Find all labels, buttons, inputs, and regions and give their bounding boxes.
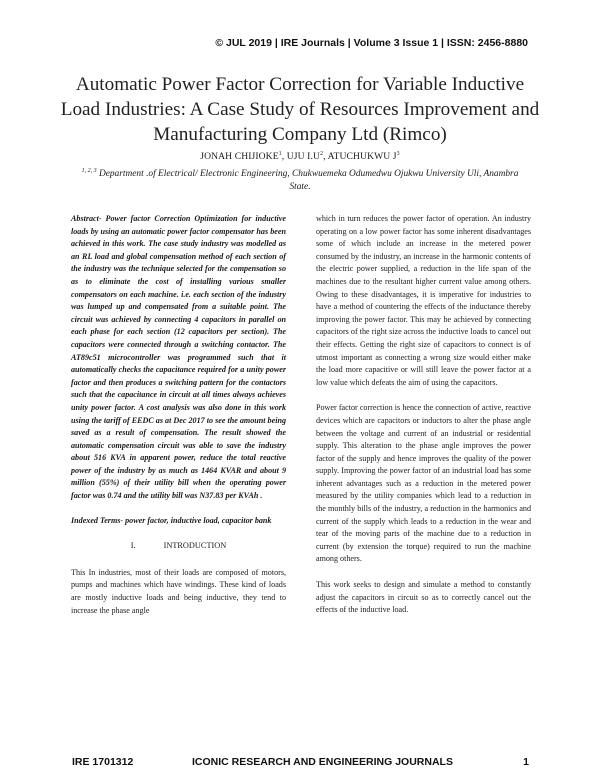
abstract: Abstract- Power factor Correction Optimization for inductive loads by using an automatic power factor compensator has been achieved in this work. The case study industry was modelled as an RL load and global compensation method of each section of the industry was the technique selected for the compensation so as to eliminate the cost of installing various smaller compensators on each machine. i.e. each section of the industry was lumped up and compensated from a suitable point. The circuit was achieved by connecting 4 capacitors in parallel on each phase for each section (12 capacitors per section). The capacitors were connected through a switching contactor. The AT89c51 microcontroller was programmed such that it automatically checks the capacitance required for a unity power factor and then produces a switching pattern for the contactors such that the capacitance in circuit at all times always achieves unity power factor. A cost analysis was also done in this work using the tariff of EEDC as at Dec 2017 to see the amount being saved as a result of compensation. The result showed the automatic compensation circuit was able to save the industry about 516 KVA in apparent power, reduce the total reactive power of the industry by as much as 1464 KVAR and about 9 million (55%) of their utility bill when the operating power factor was 0.74 and the utility bill was N37.83 per KVAh .	[71, 214, 286, 501]
affiliation-sup: 1, 2, 3	[81, 168, 97, 174]
footer-journal-name: ICONIC RESEARCH AND ENGINEERING JOURNALS	[192, 756, 453, 768]
author-sup: 3	[396, 151, 400, 157]
paper-title: Automatic Power Factor Correction for Variable Inductive Load Industries: A Case Study of Resources Improvement and Manufacturing Company Ltd (Rimco)	[60, 74, 540, 145]
right-column	[316, 213, 531, 617]
intro-paragraph: This In industries, most of their loads are composed of motors, pumps and machines which have windings. These kind of loads are mostly inductive loads and being inductive, they tend to increase the phase angle	[71, 567, 286, 615]
affiliation	[80, 165, 520, 193]
index-terms: Indexed Terms- power factor, inductive load, capacitor bank	[71, 515, 272, 525]
running-header: © JUL 2019 | IRE Journals | Volume 3 Issue 1 | ISSN: 2456-8880	[215, 37, 528, 49]
section-title: INTRODUCTION	[163, 541, 227, 551]
footer-page-number: 1	[523, 756, 529, 768]
body-paragraph: which in turn reduces the power factor of operation. An industry operating on a low power factor has some inherent disadvantages some of which include an increase in the metered power consumed by the industry, an increase in the harmonic contents of the electric power supplied, a reduction in the life span of the machines due to the resultant higher current value among others. Owing to these disadvantages, it is imperative for industries to have a method of countering the effects of the inductance thereby improving the power factor. This may be achieved by connecting capacitors of the right size across the inductive loads to cancel out their effects. Getting the right size of capacitors to connect is of utmost important as connecting a wrong size would either make the load more capacitive or will still leave the power factor at a low value which defeats the aim of using the capacitors.	[316, 214, 531, 387]
author-sup: 2	[320, 151, 324, 157]
left-column	[71, 213, 286, 617]
footer-paper-id: IRE 1701312	[72, 756, 134, 768]
author-name: UJU I.U	[286, 151, 320, 162]
author-name: JONAH CHIJIOKE	[200, 151, 279, 162]
author-name: ATUCHUKWU J	[327, 151, 397, 162]
author-sup: 1	[278, 151, 282, 157]
body-paragraph: Power factor correction is hence the connection of active, reactive devices which are capacitors or inductors to alter the phase angle between the voltage and current of an industrial or residential supply. This alteration to the phase angle improves the power factor of the supply and hence improves the quality of the power supply. Improving the power factor of an industrial load has some inherent advantages such as a reduction in the metered power measured by the utility companies which lead to a reduction in the monthly bills of the industry, a reduction in the harmonics and current of the supply which leads to a reduction in the wear and tear of the moving parts of the machine due to a reduction in current (by extension the torque) required to run the machine among others.	[316, 403, 531, 564]
section-heading	[71, 540, 286, 553]
section-number: I.	[130, 541, 136, 551]
affiliation-text: Department .of Electrical/ Electronic Engineering, Chukwuemeka Odumedwu Ojukwu University Uli, Anambra State.	[98, 169, 519, 192]
body-paragraph: This work seeks to design and simulate a method to constantly adjust the capacitors in circuit so as to correctly cancel out the effects of the inductive load.	[316, 580, 531, 615]
author-list: JONAH CHIJIOKE$^1$, UJU $I.U^2$, ATUCHUKWU $J^3$	[200, 151, 400, 162]
